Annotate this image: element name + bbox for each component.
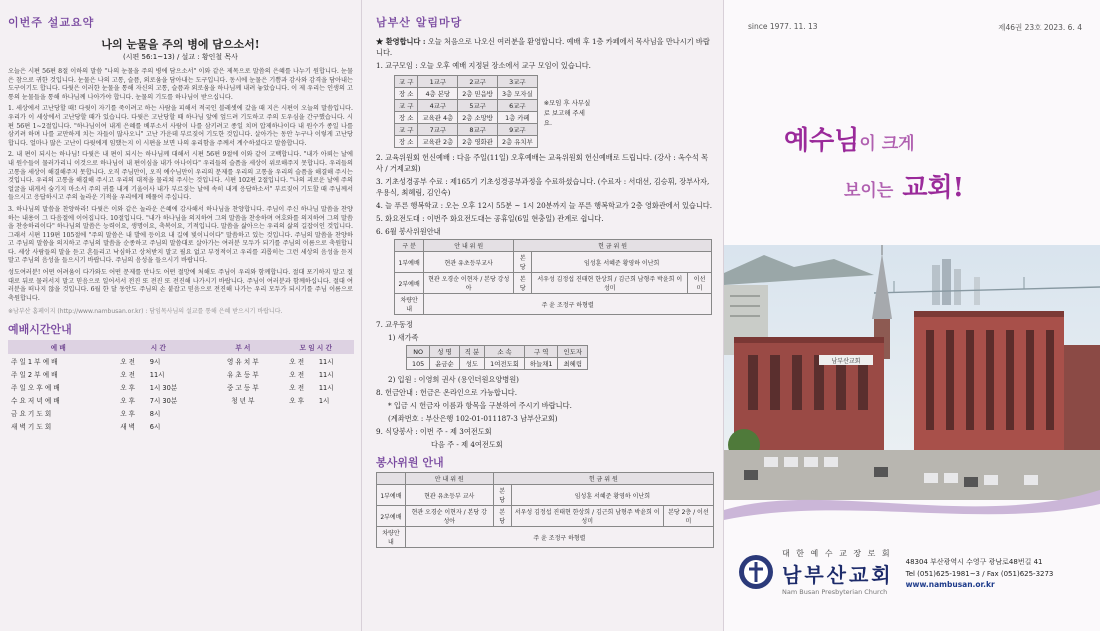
slogan-word: 예수님 — [784, 126, 860, 156]
service-cell: 주 윤 조정구 하형렬 — [424, 294, 712, 315]
worship-cell: 주 일 오 후 예 배 — [11, 383, 60, 392]
announcement-subitem: 1) 새가족 — [388, 333, 419, 342]
service-cell: 본당 — [514, 273, 532, 294]
announcement-subitem: (계좌번호 : 부산은행 102-01-011187-3 남부산교회) — [388, 414, 558, 423]
welcome-label: ★ 환영합니다 : — [376, 37, 426, 46]
parish-cell: 3교구 — [497, 76, 537, 88]
since-date: since 1977. 11. 13 — [748, 22, 818, 31]
sermon-paragraph: 오늘은 시편 56편 8절 이하의 말씀 "나의 눈물을 주의 병에 담으소서" 이와 같은 제목으로 말씀의 은혜를 나누기 원합니다. 눈물은 참으로 귀한 것입니다. 눈물은 나의 고통, 슬픔, 외로움을 담아내는 도구입니다. 동시에 눈물은 기쁨과 감사와 감격을 담아내는 도구이기도 합니다. 다윗은 이러한 눈물을 통해 자신의 고통, 슬픔과 외로움을 하나님께 내려 놓았습니다. 이 제 우리는 인생의 고통의 눈물들을 통해 하나님께 나아가야 합니다. 눈물의 기도를 하나님이 받으십니다. — [8, 68, 353, 101]
newcomer-table — [406, 345, 588, 370]
worship-cell: 오 후 — [120, 383, 136, 392]
table-row — [8, 406, 354, 419]
sermon-header: 이번주 설교요약 — [8, 16, 95, 29]
church-website-link[interactable]: www.nambusan.or.kr — [905, 579, 995, 589]
volunteer-cell: 헌 금 위 원 — [493, 473, 713, 485]
newcomer-cell: 소 속 — [485, 346, 525, 358]
service-cell: 현관 유초등부교사 — [424, 252, 514, 273]
table-row — [395, 240, 712, 252]
parish-cell: 장 소 — [395, 136, 418, 148]
table-row — [377, 473, 714, 485]
worship-cell: 청 년 부 — [231, 396, 255, 405]
parish-cell: 교육관 4층 — [418, 112, 458, 124]
newcomer-cell: 성도 — [459, 358, 484, 370]
newcomer-cell: 구 역 — [524, 346, 558, 358]
church-name-english: Nam Busan Presbyterian Church — [782, 588, 888, 596]
service-cell: 차량안내 — [395, 294, 424, 315]
parish-cell: 2층 영화관 — [458, 136, 498, 148]
worship-cell: 새 벽 기 도 회 — [11, 422, 52, 431]
worship-cell: 유 초 등 부 — [226, 370, 259, 379]
table-row — [395, 136, 538, 148]
worship-col-time: 시 간 — [108, 340, 208, 354]
table-row — [377, 485, 714, 506]
newcomer-cell: 1여전도회 — [485, 358, 525, 370]
table-row — [395, 112, 538, 124]
service-cell: 안 내 위 원 — [424, 240, 514, 252]
service-cell: 헌 금 위 원 — [514, 240, 712, 252]
service-cell: 현관 오경순 이현자 / 본당 강성아 — [424, 273, 514, 294]
worship-cell: 오 전 — [120, 370, 136, 379]
table-row — [407, 346, 588, 358]
announcement-item: 7. 교우동정 — [376, 320, 413, 329]
sermon-title: 나의 눈물을 주의 병에 담으소서! — [101, 38, 260, 51]
sermon-paragraph: 1. 세상에서 고난당할 때! 다윗이 자기를 죽이려고 하는 사람을 피해서 적국인 블레셋에 갔을 때 지은 시편이 오늘의 말씀입니다. 우리가 이 세상에서 고난당할 때가 있습니다. 다윗은 고난당할 때 하나님 앞에 엎드려 기도하고 주의 도우심을 간구했습니다. 시편 56편 1~2절입니다. "하나님이여 내게 은혜를 베푸소서 사람이 나를 삼키려고 종일 치며 압제하나이다 내 원수가 종일 나를 삼키려 하며 나를 교만하게 치는 자들이 많사오니" 고난 가운데 부르짖어 기도한 것입니다. 살아가는 동안 누구나 이렇게 고난당합니다. 얼마나 많은 고난이 다윗에게 임했는지 이 시편을 보면 나의 유리함을 주께서 계수하셨다고 말씀합니다. — [8, 105, 353, 147]
parish-cell: 4층 본당 — [418, 88, 458, 100]
parish-cell: 5교구 — [458, 100, 498, 112]
table-row — [8, 419, 354, 432]
church-footer — [724, 536, 1100, 631]
announcement-item: 1. 교구모임 : 오늘 오후 예배 지정된 장소에서 교구 모임이 있습니다. — [376, 61, 591, 70]
worship-cell: 11시 — [318, 357, 334, 366]
church-address: 48304 부산광역시 수영구 광남로48번길 41 — [905, 557, 1043, 566]
table-row — [8, 380, 354, 393]
volunteer-cell: 안 내 위 원 — [405, 473, 493, 485]
church-seal-icon — [738, 554, 774, 590]
parish-note: ※모임 후 사무실로 보고해 주세요. — [543, 98, 591, 127]
parish-cell: 8교구 — [458, 124, 498, 136]
worship-cell: 오 후 — [120, 396, 136, 405]
service-cell: 임성훈 서혜준 황영하 이난희 — [532, 252, 712, 273]
welcome-text: 오늘 처음으로 나오신 여러분을 환영합니다. 예배 후 1층 카페에서 목사님을 만나시기 바랍니다. — [376, 37, 710, 57]
volunteer-cell: 본당 2층 / 이선미 — [663, 506, 713, 527]
sermon-paragraph: 3. 하나님의 말씀을 찬양하라! 다윗은 이와 같은 놀라운 은혜에 감사해서 하나님을 찬양합니다. 주님이 주신 하나님 말씀을 찬양하는 내용이 그 다음절에 이어집니다. 10절입니다. "내가 하나님을 의지하여 그의 말씀을 찬송하며 여호와를 의지하여 그의 말씀을 찬송하리이다" 하나님의 말씀은 능력이요, 생명이요, 축복이요, 기적입니다. 말씀을 삶아으는 우리의 삶의 길잡이인 것입니다. 그래서 시편 119편 105절에 "주의 말씀은 내 발에 등이요 내 길에 빛이니이다" 말씀하고 있는 것입니다. 주님의 말씀을 찬양하고 주님의 말씀을 의지하고 주님의 말씀을 순종하고 주님의 말씀대로 살아가는 여러분 모두가 되기를 주님의 이름으로 축원합니다. 세상 사람들의 말을 듣고 흔들리고 낙심하고 상처받지 말고 필요 없고 부정적이고 우리를 괴롭히는 그런 세상의 음성을 듣지 말고 주님의 음성을 들으시기 바랍니다. 주님의 음성을 들으시기 바랍니다. — [8, 205, 353, 265]
parish-cell: 2교구 — [458, 76, 498, 88]
parish-cell: 교 구 — [395, 76, 418, 88]
volunteer-cell: 서우성 김정섭 진태현 한상희 / 김근희 남형주 박윤희 이성미 — [511, 506, 663, 527]
table-row — [395, 294, 712, 315]
table-row — [8, 393, 354, 406]
service-cell: 서우성 김정섭 진태현 한상희 / 김근희 남형주 박윤희 이성미 — [532, 273, 688, 294]
newcomer-cell: 직 분 — [459, 346, 484, 358]
issue-number: 제46권 23호 2023. 6. 4 — [998, 23, 1082, 32]
building-sign: 남부산교회 — [831, 358, 861, 365]
worship-col-service: 예 배 — [8, 340, 108, 354]
table-row — [377, 527, 714, 548]
announcement-item: 5. 화요전도대 : 이번주 화요전도대는 공휴일(6일 현충일) 관계로 쉽니다. — [376, 214, 604, 223]
volunteers-table — [376, 472, 714, 548]
volunteer-cell: 본당 — [493, 485, 511, 506]
cover-slogan — [784, 120, 964, 204]
service-cell: 이선미 — [688, 273, 712, 294]
worship-col-dept: 부 서 — [208, 340, 277, 354]
church-photo — [724, 245, 1100, 500]
announcement-item: 4. 늘 푸른 행복학교 : 오는 오후 12시 55분 ~ 1시 20분까지 늘 푸른 행복학교가 2층 영화관에서 있습니다. — [376, 201, 713, 210]
newcomer-cell: 인도자 — [558, 346, 588, 358]
worship-cell: 오 전 — [289, 357, 305, 366]
service-table — [394, 239, 712, 315]
table-row — [8, 354, 354, 367]
announcement-subitem: 다음 주 - 제 4여전도회 — [431, 440, 503, 449]
worship-cell: 11시 — [318, 370, 334, 379]
parish-table — [394, 75, 538, 148]
newcomer-cell: 윤금순 — [430, 358, 460, 370]
announcement-item: 3. 기초성경공부 수료 : 제165기 기초성경공부과정을 수료하셨습니다. (수료자 : 서대선, 김승휘, 장부사자, 우용식, 최혜림, 김인숙) — [376, 177, 710, 197]
worship-cell: 오 전 — [289, 370, 305, 379]
slogan-word: 보이는 — [844, 181, 894, 201]
worship-cell: 11시 — [318, 383, 334, 392]
volunteer-cell: 2부예배 — [377, 506, 406, 527]
worship-cell: 새 벽 — [120, 422, 136, 431]
parish-cell: 2층 믿음방 — [458, 88, 498, 100]
parish-cell: 교 구 — [395, 100, 418, 112]
sermon-paragraph: 2. 내 편이 되시는 하나님! 다윗은 내 편이 되시는 하나님께 대해서 시편 56편 9절에 이와 같이 고백합니다. "내가 아뢰는 날에 내 원수들이 물러가리니 이것으로 하나님이 내 편이심을 내가 아나이다" 우리들의 슬픔을 세상이 위로해주지 못합니다. 우리들의 고통을 세상이 해결해주지 못합니다. 오직 주님만이, 오직 예수님만이 우리의 문제를 우리의 고통을 우리의 슬픔을 해결해 주시는 것입니다. 우리의 고통을 해결해 주시고 우리의 대적을 물리쳐 주시는 것입니다. 시편 102편 2절입니다. "나의 괴로운 날에 주의 얼굴을 내게서 숨기지 마소서 주의 귀를 내게 기울이사 내가 부르짖는 날에 속히 내게 응답하소서" 부르짖어 기도할 때 주님께서 들으시고 응답하시고 주의 놀라운 기적을 우리에게 베풀어 주십니다. — [8, 151, 353, 202]
sermon-subtitle: (시편 56:1~13) / 설교 : 황인철 목사 — [123, 53, 238, 61]
table-row — [407, 358, 588, 370]
worship-cell: 1시 — [318, 396, 330, 405]
worship-cell: 1시 30분 — [149, 383, 178, 392]
welcome-item — [376, 36, 713, 58]
worship-cell: 오 전 — [120, 357, 136, 366]
table-row — [8, 367, 354, 380]
worship-cell: 금 요 기 도 회 — [11, 409, 52, 418]
announcement-subitem: * 입금 시 헌금자 이름과 항목을 구분하여 주시기 바랍니다. — [388, 401, 572, 410]
denomination: 대 한 예 수 교 장 로 회 — [782, 549, 892, 558]
announcement-item: 6. 6월 봉사위원안내 — [376, 227, 441, 236]
worship-cell: 6시 — [149, 422, 161, 431]
volunteer-cell: 1부예배 — [377, 485, 406, 506]
announcement-item: 9. 식당봉사 : 이번 주 - 제 3여전도회 — [376, 427, 492, 436]
worship-cell: 오 후 — [120, 409, 136, 418]
worship-cell: 오 전 — [289, 383, 305, 392]
volunteer-cell: 본당 — [493, 506, 511, 527]
parish-cell: 장 소 — [395, 112, 418, 124]
sermon-paragraph: 성도여러분! 어떤 어려움이 다가와도 어떤 문제를 만나도 어떤 절망에 처해도 주님이 우리와 함께합니다. 절대 포기하지 말고 절대로 뒤로 물러서지 말고 믿음으로 일어서서 전진 또 전진 또 전진해 나가시기 바랍니다. 주님이 여러분과 함께하십니다. 절대 여러분을 떠나지 않을 것입니다. 6월 한 달 동안도 주님의 손 붙잡고 믿음으로 전진해 나가는 우리 모두가 되시기를 주님 이름으로 축원합니다. — [8, 269, 353, 302]
table-row — [395, 76, 538, 88]
worship-header: 예배시간안내 — [8, 323, 72, 337]
worship-cell: 중 고 등 부 — [226, 383, 259, 392]
parish-cell: 2층 유치부 — [497, 136, 537, 148]
table-row — [395, 100, 538, 112]
parish-cell: 1교구 — [418, 76, 458, 88]
volunteer-cell: 임성훈 서혜준 황영하 이난희 — [511, 485, 713, 506]
worship-cell: 영 유 치 부 — [226, 357, 259, 366]
parish-cell: 7교구 — [418, 124, 458, 136]
worship-cell: 주 일 1 부 예 배 — [11, 357, 58, 366]
volunteer-cell: 현관 유초등부 교사 — [405, 485, 493, 506]
parish-cell: 1층 카페 — [497, 112, 537, 124]
slogan-word: 교회! — [902, 173, 964, 203]
sermon-panel — [0, 0, 362, 631]
newcomer-cell: 하늘채1 — [524, 358, 558, 370]
church-name: 남부산교회 — [782, 563, 894, 587]
table-row — [377, 506, 714, 527]
volunteer-cell: 현관 오경순 이현자 / 본당 강성아 — [405, 506, 493, 527]
parish-cell: 3층 모자실 — [497, 88, 537, 100]
worship-cell: 9시 — [149, 357, 161, 366]
service-cell: 2부예배 — [395, 273, 424, 294]
announcements-panel — [362, 0, 724, 631]
volunteer-cell: 주 윤 조정구 하형렬 — [405, 527, 713, 548]
announcements-header: 남부산 알림마당 — [376, 16, 463, 29]
worship-cell: 수 요 저 녁 예 배 — [11, 396, 60, 405]
volunteer-cell: 차량안내 — [377, 527, 406, 548]
parish-cell: 4교구 — [418, 100, 458, 112]
newcomer-cell: 최혜림 — [558, 358, 588, 370]
announcement-item: 8. 헌금안내 : 헌금은 온라인으로 가능합니다. — [376, 388, 518, 397]
newcomer-cell: 105 — [407, 358, 430, 370]
church-phone: Tel (051)625-1981~3 / Fax (051)625-3273 — [905, 569, 1054, 578]
worship-cell: 8시 — [149, 409, 161, 418]
worship-cell: 오 후 — [289, 396, 305, 405]
church-building-illustration — [724, 245, 1100, 500]
service-cell: 구 분 — [395, 240, 424, 252]
parish-cell: 2층 소망방 — [458, 112, 498, 124]
worship-cell: 11시 — [149, 370, 165, 379]
parish-cell: 교육관 2층 — [418, 136, 458, 148]
table-row — [395, 88, 538, 100]
announcement-item: 2. 교육위원회 헌신예배 : 다음 주일(11일) 오후예배는 교육위원회 헌신예배로 드립니다. (강사 : 옥수석 목사 / 거제교회) — [376, 153, 709, 173]
worship-cell: 7시 30분 — [149, 396, 178, 405]
decorative-wave — [724, 470, 1100, 530]
parish-cell: 장 소 — [395, 88, 418, 100]
cover-panel — [724, 0, 1100, 631]
worship-times-table — [8, 340, 354, 432]
service-cell: 본당 — [514, 252, 532, 273]
announcement-subitem: 2) 입원 : 이영희 권사 (용인더원요양병원) — [388, 375, 519, 384]
service-cell: 1부예배 — [395, 252, 424, 273]
parish-cell: 교 구 — [395, 124, 418, 136]
volunteers-header: 봉사위원 안내 — [376, 456, 444, 469]
slogan-word: 이 크게 — [859, 134, 915, 154]
table-row — [395, 124, 538, 136]
newcomer-cell: NO — [407, 346, 430, 358]
worship-col-meeting: 모 임 시 간 — [278, 340, 354, 354]
homepage-note: ※남부산 홈페이지 (http://www.nambusan.or.kr) : 담임목사님의 설교를 통해 은혜 받으시기 바랍니다. — [8, 308, 283, 316]
worship-cell: 주 일 2 부 예 배 — [11, 370, 58, 379]
table-row — [395, 273, 712, 294]
parish-cell: 9교구 — [497, 124, 537, 136]
newcomer-cell: 성 명 — [430, 346, 460, 358]
table-row — [395, 252, 712, 273]
parish-cell: 6교구 — [497, 100, 537, 112]
